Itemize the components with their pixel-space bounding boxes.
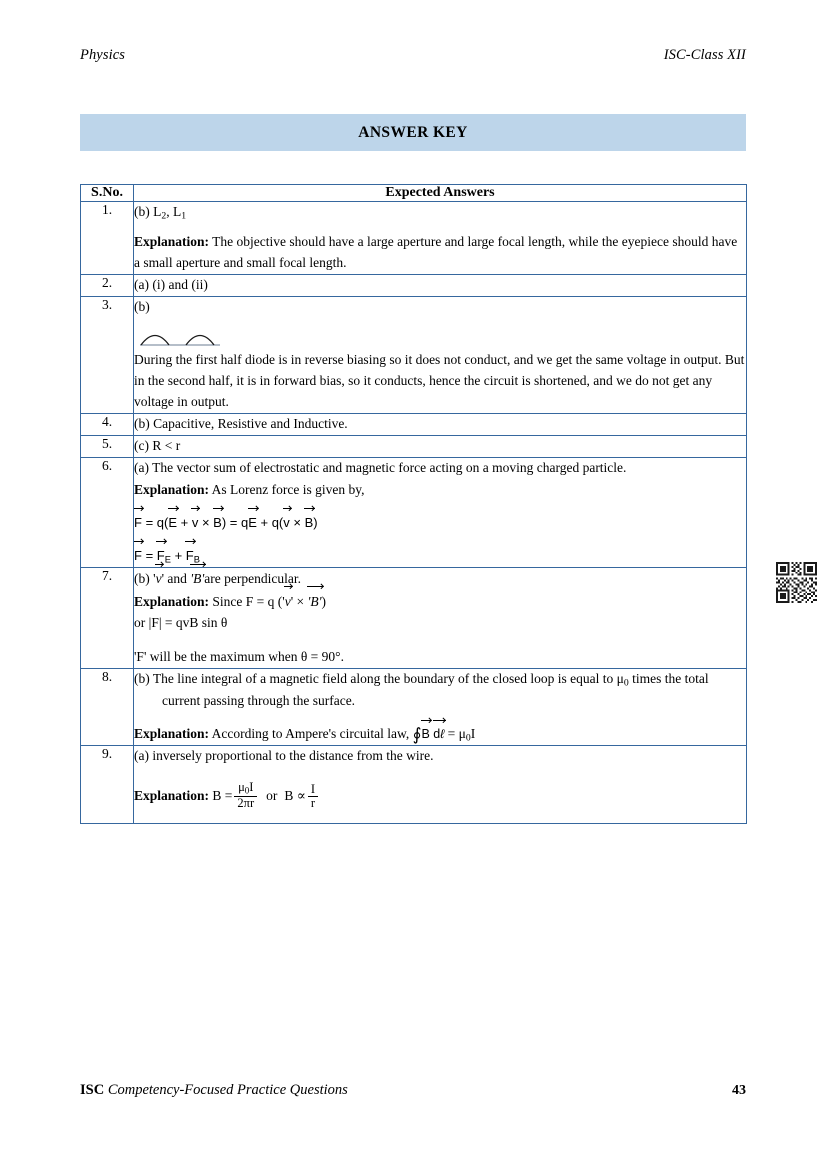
column-header-expected-answers: Expected Answers [134,185,747,202]
formula-force-components [134,545,746,567]
row-answer [134,669,747,746]
vector-B: B [305,512,314,533]
option-text: (b) ' [134,570,156,586]
formula-part: + [177,514,192,530]
vector-E: E [168,512,177,533]
formula-part: ℓ [440,726,445,741]
table-row [81,297,747,414]
subscript-B: B [193,554,200,565]
vector-v: v [283,512,290,533]
answer-option: (b) Capacitive, Resistive and Inductive. [134,415,348,431]
option-text: (b) L [134,204,162,219]
option-text: are perpendicular. [204,570,301,586]
explanation-text: ' × [290,593,308,609]
formula-part: = [141,547,157,563]
table-row [81,275,747,297]
vector-E: E [248,512,257,533]
row-answer [134,746,747,823]
subscript-zero: 0 [623,677,629,689]
footer-series: Competency-Focused Practice Questions [104,1082,348,1098]
subscript-2: 2 [161,210,167,222]
option-separator: , L [166,204,182,219]
formula-conjunction: or [266,788,278,804]
option-text: times the total current passing through the surface. [162,671,709,708]
current-symbol: I [249,780,254,795]
formula-part: or [134,615,149,631]
row-number: 5. [81,435,134,457]
option-text: (b) The line integral of a magnetic field along the boundary of the closed loop is equal to [134,671,617,687]
vector-B: 'B' [308,591,322,613]
explanation-label: Explanation: [134,593,210,609]
vector-v: v [285,591,291,613]
formula-magnetic-field [134,781,746,810]
row-answer [134,413,747,435]
answer-option: (a) The vector sum of electrostatic and magnetic force acting on a moving charged particle. [134,459,627,475]
row-number: 9. [81,746,134,823]
page-number: 43 [732,1083,746,1098]
answer-key-banner [80,114,746,151]
explanation-label: Explanation: [134,234,210,250]
fraction-denominator: r [308,796,318,811]
column-header-sno: S.No. [81,185,134,202]
answer-option: (c) R < r [134,437,181,453]
page-footer [80,1082,746,1099]
option-text: ' and [161,570,191,586]
answer-key-title: ANSWER KEY [358,123,468,141]
table-row [81,435,747,457]
formula-part: × [198,514,214,530]
subscript-1: 1 [181,210,187,222]
row-answer [134,435,747,457]
mu-symbol: μ [238,780,245,795]
vector-B: B [213,512,222,533]
table-row [81,746,747,823]
vector-v: v [156,568,162,590]
subscript-zero: 0 [244,785,250,796]
formula-part: × [289,514,305,530]
formula-part: B ∝ [284,788,306,804]
explanation-text: As Lorenz force is given by, [209,481,365,497]
answer-option [134,669,746,711]
vector-v: v [192,512,199,533]
table-header-row [81,185,747,202]
explanation-label: Explanation: [134,725,210,741]
answer-explanation [134,591,746,613]
formula-part: d [433,726,441,741]
answer-option [134,202,746,223]
vector-F: F [134,512,142,533]
fraction-numerator [234,781,257,796]
row-answer [134,202,747,275]
table-row [81,457,747,567]
vector-F: F [134,545,142,566]
running-header [80,47,746,64]
formula-part: + q( [256,514,284,530]
current-symbol: I [470,725,476,741]
formula-part: = q( [141,514,169,530]
row-answer [134,457,747,567]
formula-lorentz-force [134,512,746,533]
subscript-E: E [164,554,171,565]
explanation-text: According to Ampere's circuital law, [209,725,413,741]
answer-explanation [134,480,746,501]
formula-force-magnitude [134,613,746,634]
fraction-mu0I-over-2pir [234,781,257,810]
fraction-numerator: I [310,781,316,796]
table-row [81,567,747,669]
vector-B: B [422,724,430,744]
formula-part: F [156,547,165,563]
formula-part: ) [313,514,318,530]
explanation-label: Explanation: [134,788,210,804]
answer-option [134,568,746,590]
explanation-label: Explanation: [134,481,210,497]
answer-explanation: During the first half diode is in reverse biasing so it does not conduct, and we get the same voltage in output. But in the second half, it is in forward bias, so it conducts, hence the circuit is shortened, and we do not get any voltage in output. [134,352,745,410]
header-subject: Physics [80,47,125,63]
table-row [81,413,747,435]
answer-explanation [134,724,746,745]
row-number: 3. [81,297,134,414]
header-class: ISC-Class XII [663,47,746,63]
row-answer [134,275,747,297]
explanation-text: Since F = q (' [209,593,285,609]
table-row [81,669,747,746]
explanation-text: ) [321,593,327,609]
formula-part: F [185,547,194,563]
vector-dl [433,724,444,744]
footer-brand: ISC [80,1082,105,1098]
qr-code-image [776,562,817,603]
formula-part: ) = q [221,514,249,530]
row-number: 4. [81,413,134,435]
formula-part: = qvB sin θ [161,615,228,631]
mu-symbol: μ [616,671,624,687]
contour-integral-icon: ∮ [412,724,422,744]
answer-key-table [80,184,747,824]
answer-option: (b) [134,299,150,315]
qr-code[interactable] [776,562,817,603]
vector-B: 'B' [190,568,204,590]
answer-option: (a) inversely proportional to the distance from the wire. [134,748,434,764]
mu-symbol: μ [458,725,466,741]
row-number: 1. [81,202,134,275]
rectified-waveform-figure [138,324,222,348]
row-number: 8. [81,669,134,746]
formula-magnitude-F: |F| [148,615,162,631]
row-answer [134,567,747,669]
footer-title [80,1082,348,1099]
fraction-denominator: 2πr [234,796,257,811]
subscript-zero: 0 [465,732,471,744]
row-number: 2. [81,275,134,297]
explanation-text: The objective should have a large aperture and large focal length, while the eyepiece should have a small aperture and small focal length. [134,234,738,271]
formula-max-condition: 'F' will be the maximum when θ = 90°. [134,649,344,665]
answer-explanation [134,232,746,274]
row-number: 7. [81,567,134,669]
fraction-I-over-r [308,783,318,811]
table-row [81,202,747,275]
row-number: 6. [81,457,134,567]
formula-part: + [170,547,186,563]
row-answer [134,297,747,414]
formula-part: B = [209,788,233,804]
formula-part: = [444,725,459,741]
answer-option: (a) (i) and (ii) [134,277,208,293]
